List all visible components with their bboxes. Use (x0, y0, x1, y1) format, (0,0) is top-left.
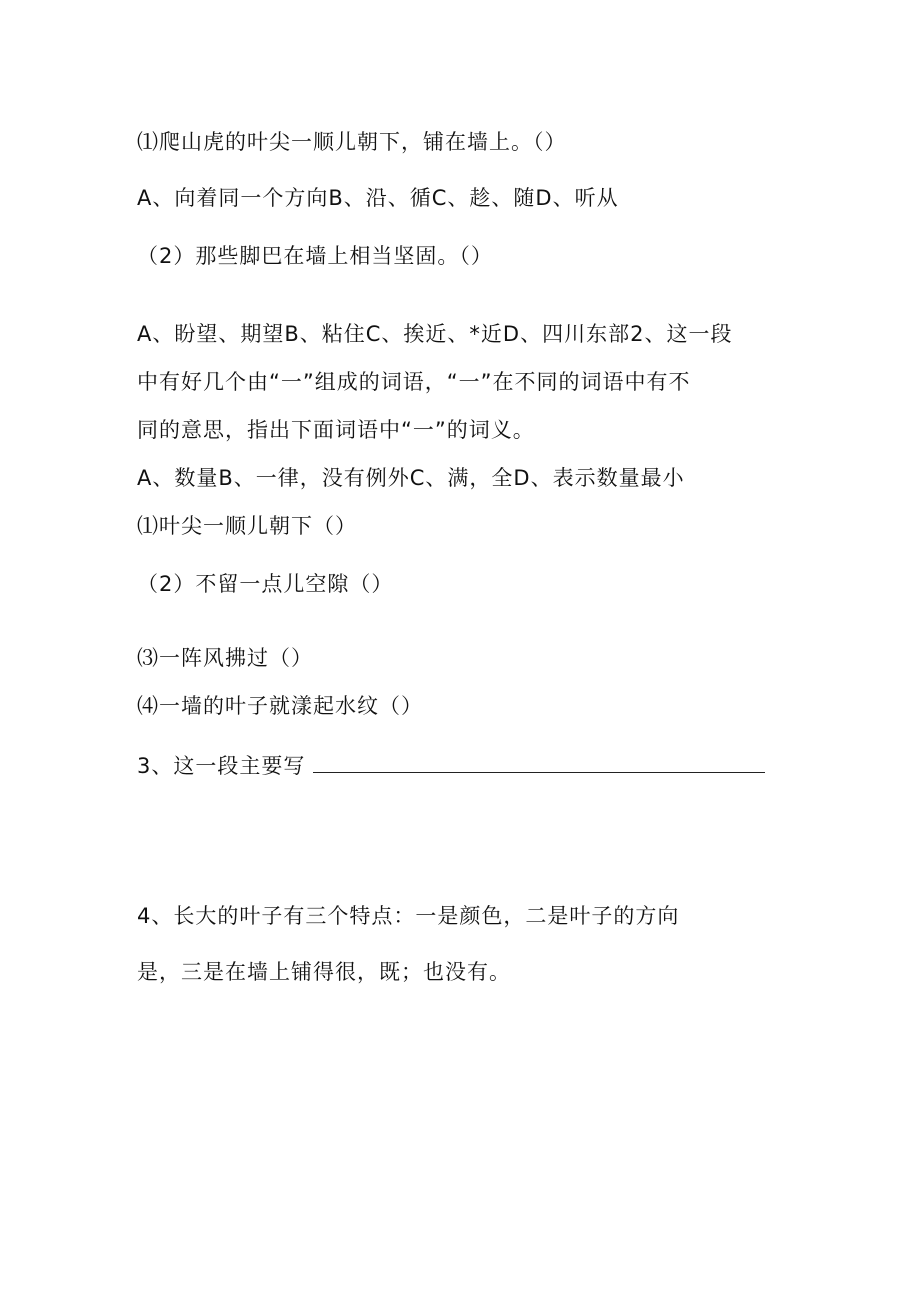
question-4-continued: 是，三是在墙上铺得很，既；也没有。 (137, 960, 511, 984)
question-2-item-2: （2）不留一点儿空隙（） (137, 572, 394, 596)
question-2-options: A、数量B、一律，没有例外C、满，全D、表示数量最小 (137, 466, 685, 490)
question-1-1: ⑴爬山虎的叶尖一顺儿朝下，铺在墙上。（） (137, 130, 567, 154)
question-2-item-4: ⑷一墙的叶子就漾起水纹（） (137, 694, 423, 718)
question-2-text-end: 同的意思，指出下面词语中“一”的词义。 (137, 418, 535, 442)
question-2-text: 中有好几个由“一”组成的词语，“一”在不同的词语中有不 (137, 370, 691, 394)
answer-blank[interactable] (313, 754, 765, 773)
question-4: 4、长大的叶子有三个特点：一是颜色，二是叶子的方向 (137, 904, 680, 928)
question-1-1-options: A、向着同一个方向B、沿、循C、趁、随D、听从 (137, 186, 619, 210)
question-2-item-3: ⑶一阵风拂过（） (137, 646, 313, 670)
question-1-2-options-and-q2-intro: A、盼望、期望B、粘住C、挨近、*近D、四川东部2、这一段 (137, 322, 733, 346)
question-2-item-1: ⑴叶尖一顺儿朝下（） (137, 514, 357, 538)
question-3-text: 3、这一段主要写 (137, 754, 306, 778)
question-3 (137, 752, 765, 780)
question-1-2: （2）那些脚巴在墙上相当坚固。（） (137, 244, 493, 268)
